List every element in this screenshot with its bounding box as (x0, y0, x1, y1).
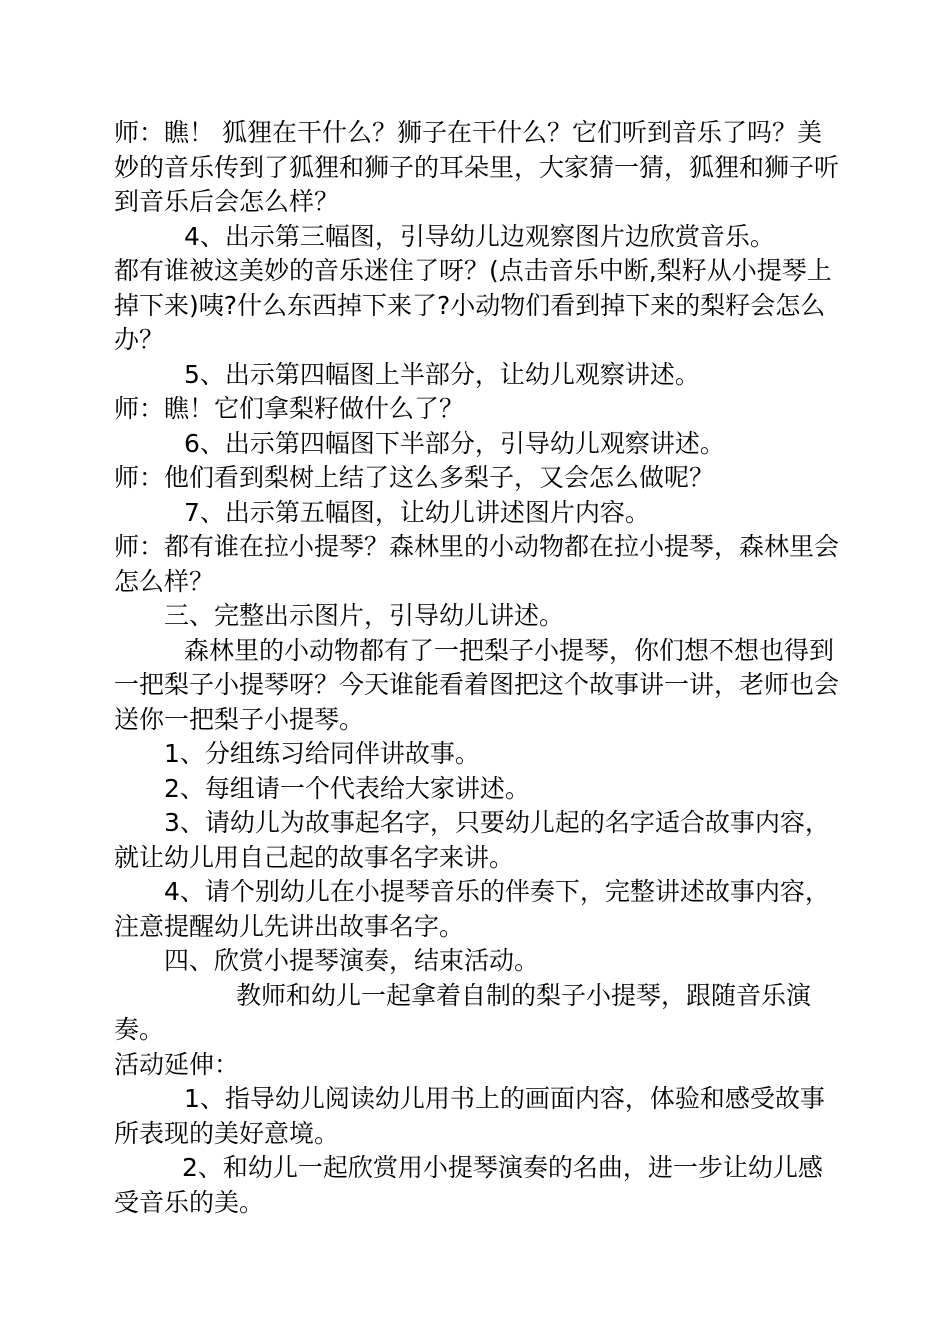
teacher-dialogue-violin: 师：都有谁在拉小提琴？森林里的小动物都在拉小提琴，森林里会怎么样？ (114, 532, 840, 596)
extension-item-2: 2、和幼儿一起欣赏用小提琴演奏的名曲，进一步让幼儿感受音乐的美。 (114, 1153, 823, 1217)
extension-heading: 活动延伸： (114, 1049, 240, 1079)
step-4-third-picture: 4、出示第三幅图，引导幼儿边观察图片边欣赏音乐。 (184, 221, 775, 251)
substep-2-representative: 2、每组请一个代表给大家讲述。 (164, 773, 530, 803)
substep-4-tell-with-music: 4、请个别幼儿在小提琴音乐的伴奏下，完整讲述故事内容，注意提醒幼儿先讲出故事名字。 (114, 877, 830, 941)
step-7-fifth-picture: 7、出示第五幅图，让幼儿讲述图片内容。 (184, 497, 650, 527)
teacher-dialogue-fox-lion: 师：瞧！ 狐狸在干什么？狮子在干什么？它们听到音乐了吗？美妙的音乐传到了狐狸和狮子的耳朵里，大家猜一猜，狐狸和狮子听到音乐后会怎么样？ (114, 118, 840, 216)
section-3-heading: 三、完整出示图片，引导幼儿讲述。 (164, 601, 565, 630)
teacher-dialogue-pears: 师：他们看到梨树上结了这么多梨子，又会怎么做呢？ (114, 463, 715, 492)
step-5-fourth-picture-top: 5、出示第四幅图上半部分，让幼儿观察讲述。 (184, 359, 700, 389)
step-6-fourth-picture-bottom: 6、出示第四幅图下半部分，引导幼儿观察讲述。 (184, 428, 725, 458)
section-4-heading: 四、欣赏小提琴演奏，结束活动。 (164, 946, 540, 975)
extension-item-1: 1、指导幼儿阅读幼儿用书上的画面内容，体验和感受故事所表现的美好意境。 (114, 1084, 825, 1148)
music-question-paragraph: 都有谁被这美妙的音乐迷住了呀？(点击音乐中断,梨籽从小提琴上掉下来)咦?什么东西掉下来了?小动物们看到掉下来的梨籽会怎么办？ (114, 256, 832, 354)
substep-3-name-story: 3、请幼儿为故事起名字，只要幼儿起的名字适合故事内容，就让幼儿用自己起的故事名字来讲。 (114, 808, 830, 872)
document-body (114, 116, 844, 1220)
ending-activity-paragraph: 教师和幼儿一起拿着自制的梨子小提琴，跟随音乐演奏。 (114, 980, 812, 1044)
teacher-dialogue-seeds: 师：瞧！它们拿梨籽做什么了？ (114, 394, 465, 423)
substep-1-group-practice: 1、分组练习给同伴讲故事。 (164, 739, 480, 768)
story-intro-paragraph: 森林里的小动物都有了一把梨子小提琴，你们想不想也得到一把梨子小提琴呀？今天谁能看着图把这个故事讲一讲，老师也会送你一把梨子小提琴。 (114, 635, 840, 734)
